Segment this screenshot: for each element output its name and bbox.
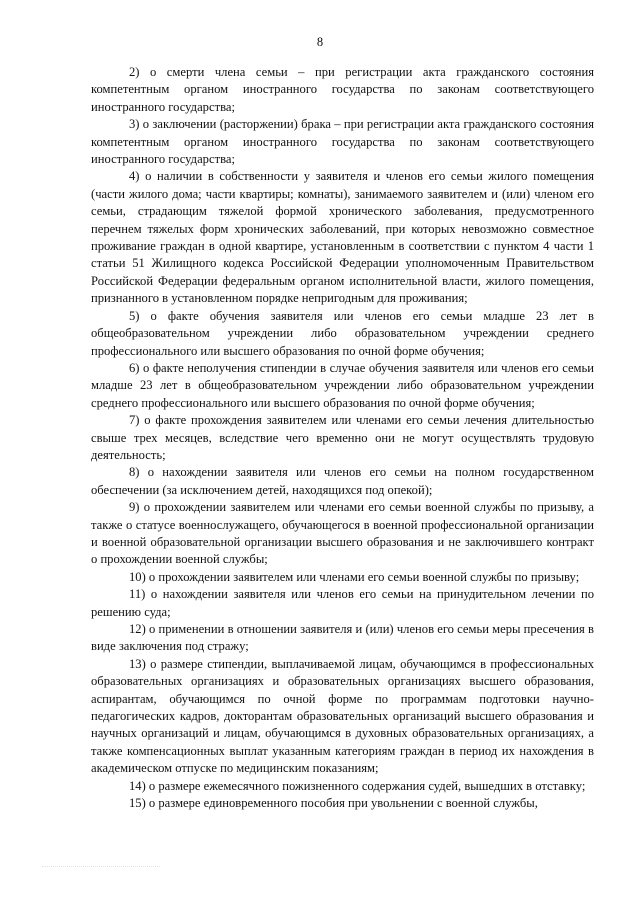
- list-item-3: 3) о заключении (расторжении) брака – при регистрации акта гражданского состояния компетентным органом иностранного государства по законам соответствующего иностранного государства;: [91, 117, 594, 167]
- list-item-11: 11) о нахождении заявителя или членов его семьи на принудительном лечении по решению суда;: [91, 587, 594, 619]
- list-item-10: 10) о прохождении заявителем или членами его семьи военной службы по призыву;: [129, 569, 580, 584]
- list-item-8: 8) о нахождении заявителя или членов его семьи на полном государственном обеспечении (за исключением детей, находящихся под опекой);: [91, 465, 594, 497]
- list-item-12: 12) о применении в отношении заявителя и (или) членов его семьи меры пресечения в виде заключения под стражу;: [91, 622, 594, 654]
- list-item-2: 2) о смерти члена семьи – при регистрации акта гражданского состояния компетентным органом иностранного государства по законам соответствующего иностранного государства;: [91, 65, 594, 114]
- document-body: [91, 64, 594, 812]
- list-item-15: 15) о размере единовременного пособия при увольнении с военной службы,: [129, 796, 538, 811]
- scan-artifact: [42, 866, 160, 875]
- list-item-5: 5) о факте обучения заявителя или членов его семьи младше 23 лет в общеобразовательном учреждении либо образовательном учреждении среднего профессионального или высшего образования по очной форме обучения;: [91, 308, 594, 358]
- list-item-4: 4) о наличии в собственности у заявителя и членов его семьи жилого помещения (части жилого дома; части квартиры; комнаты), занимаемого заявителем и (или) членом его семьи, страдающим тяжелой формой хронического заболевания, предусмотренного перечнем тяжелых форм хронических заболеваний, при которых невозможно совместное проживание граждан в одной квартире, установленным в соответствии с пунктом 4 части 1 статьи 51 Жилищного кодекса Российской Федерации уполномоченным Правительством Российской Федерации федеральным органом исполнительной власти, жилого помещения, признанного в установленном порядке непригодным для проживания;: [91, 169, 594, 306]
- list-item-14: 14) о размере ежемесячного пожизненного содержания судей, вышедших в отставку;: [129, 778, 586, 793]
- list-item-13: 13) о размере стипендии, выплачиваемой лицам, обучающимся в профессиональных образовательных организациях и образовательных организациях высшего образования, аспирантам, обучающимся по очной форме по программам подготовки научно-педагогических кадров, докторантам образовательных организаций высшего образования и научных организаций и лицам, обучающимся в духовных образовательных организациях, а также компенсационных выплат указанным категориям граждан в период их нахождения в академическом отпуске по медицинским показаниям;: [91, 656, 594, 776]
- list-item-9: 9) о прохождении заявителем или членами его семьи военной службы по призыву, а также о статусе военнослужащего, обучающегося в военной профессиональной организации и военной образовательной организации высшего образования и не заключившего контракт о прохождении военной службы;: [91, 500, 594, 567]
- page-number: 8: [316, 35, 324, 49]
- list-item-6: 6) о факте неполучения стипендии в случае обучения заявителя или членов его семьи младше 23 лет в общеобразовательном учреждении либо образовательном учреждении среднего профессионального или высшего образования по очной форме обучения;: [91, 360, 594, 410]
- list-item-7: 7) о факте прохождения заявителем или членами его семьи лечения длительностью свыше трех месяцев, вследствие чего временно они не могут осуществлять трудовую деятельность;: [91, 413, 594, 462]
